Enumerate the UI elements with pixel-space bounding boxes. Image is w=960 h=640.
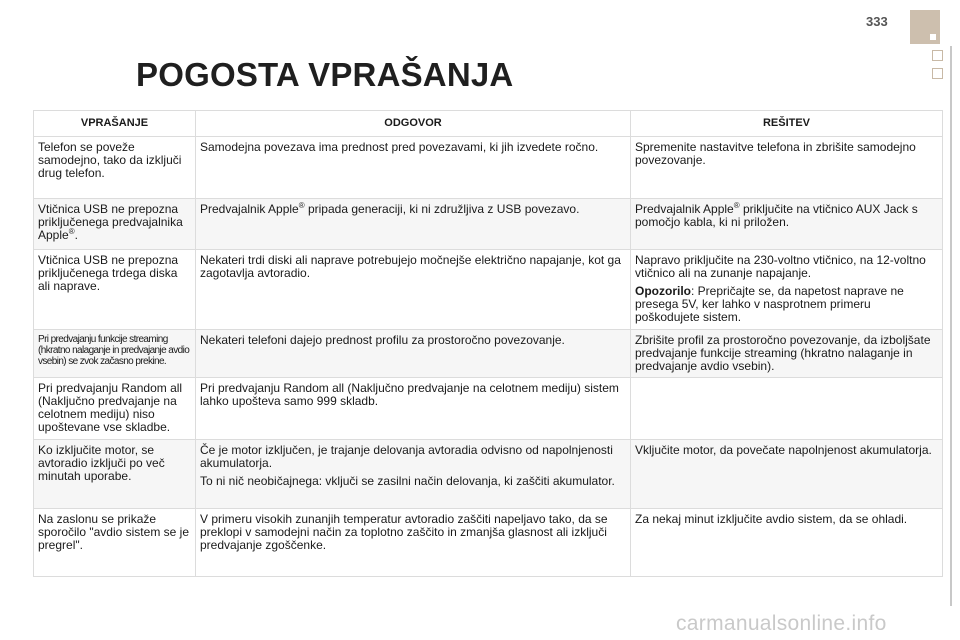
table-row (34, 250, 943, 330)
answer-cell: V primeru visokih zunanjih temperatur avtoradio zaščiti napeljavo tako, da se preklopi v samodejni način za toplotno zaščito in zmanjša glasnost ali izključi predvajanje zgoščenke. (196, 509, 631, 577)
solution-cell: Spremenite nastavitve telefona in zbrišite samodejno povezovanje. (631, 137, 943, 199)
table-row (34, 378, 943, 440)
question-text: Vtičnica USB ne prepozna priključenega predvajalnika Apple (38, 202, 183, 242)
chapter-tab (910, 10, 940, 44)
watermark: carmanualsonline.info (676, 612, 887, 635)
page-title: POGOSTA VPRAŠANJA (136, 56, 514, 93)
answer-cell (196, 440, 631, 509)
solution-text: priključite na vtičnico AUX Jack s pomočjo kabla, ki ni priložen. (635, 202, 918, 229)
solution-cell (631, 378, 943, 440)
table-row (34, 199, 943, 250)
question-cell: Na zaslonu se prikaže sporočilo "avdio sistem se je pregrel". (34, 509, 196, 577)
registered-mark: ® (68, 227, 75, 236)
solution-cell (631, 250, 943, 330)
question-cell: Telefon se poveže samodejno, tako da izključi drug telefon. (34, 137, 196, 199)
answer-cell: Nekateri trdi diski ali naprave potrebujejo močnejše električno napajanje, kot ga zagotavlja avtoradio. (196, 250, 631, 330)
answer-text: Predvajalnik Apple (200, 202, 299, 216)
faq-table (33, 110, 943, 577)
solution-text: Napravo priključite na 230-voltno vtičnico, na 12-voltno vtičnico ali na zunanje napajanje. (635, 253, 926, 280)
solution-text: Predvajalnik Apple (635, 202, 734, 216)
warning-note (635, 285, 938, 324)
table-row (34, 330, 943, 378)
registered-mark: ® (298, 201, 305, 210)
question-cell (34, 199, 196, 250)
column-header-question: VPRAŠANJE (34, 111, 196, 137)
answer-text: To ni nič neobičajnega: vključi se zasilni način delovanja, ki zaščiti akumulator. (200, 474, 615, 488)
tab-marker-icon (930, 34, 936, 40)
warning-text: : Prepričajte se, da napetost naprave ne presega 5V, ker lahko v nasprotnem primeru poškodujete sistem. (635, 284, 904, 324)
table-row (34, 509, 943, 577)
question-cell: Pri predvajanju funkcije streaming (hkratno nalaganje in predvajanje avdio vsebin) se zvok začasno prekine. (34, 330, 196, 378)
solution-cell: Zbrišite profil za prostoročno povezovanje, da izboljšate predvajanje funkcije streaming (hkratno nalaganje in predvajanje avdio vsebin). (631, 330, 943, 378)
registered-mark: ® (733, 201, 740, 210)
answer-cell (196, 199, 631, 250)
question-cell: Ko izključite motor, se avtoradio izključi po več minutah uporabe. (34, 440, 196, 509)
question-tail: . (74, 228, 78, 242)
warning-label: Opozorilo (635, 284, 691, 298)
square-marker-icon (932, 68, 943, 79)
answer-text: Če je motor izključen, je trajanje delovanja avtoradia odvisno od napolnjenosti akumulatorja. (200, 443, 613, 470)
answer-cell: Nekateri telefoni dajejo prednost profilu za prostoročno povezovanje. (196, 330, 631, 378)
table-header-row (34, 111, 943, 137)
question-cell: Vtičnica USB ne prepozna priključenega trdega diska ali naprave. (34, 250, 196, 330)
solution-cell: Za nekaj minut izključite avdio sistem, da se ohladi. (631, 509, 943, 577)
answer-cell: Pri predvajanju Random all (Naključno predvajanje na celotnem mediju) sistem lahko upošteva samo 999 skladb. (196, 378, 631, 440)
answer-text: pripada generaciji, ki ni združljiva z USB povezavo. (304, 202, 580, 216)
table-row (34, 137, 943, 199)
column-header-solution: REŠITEV (631, 111, 943, 137)
page-number: 333 (866, 14, 888, 29)
table-row (34, 440, 943, 509)
column-header-answer: ODGOVOR (196, 111, 631, 137)
question-cell: Pri predvajanju Random all (Naključno predvajanje na celotnem mediju) niso upoštevane vse skladbe. (34, 378, 196, 440)
solution-cell (631, 199, 943, 250)
answer-cell: Samodejna povezava ima prednost pred povezavami, ki jih izvedete ročno. (196, 137, 631, 199)
side-markers (932, 50, 943, 86)
square-marker-icon (932, 50, 943, 61)
page-edge-rule (950, 46, 952, 606)
solution-cell: Vključite motor, da povečate napolnjenost akumulatorja. (631, 440, 943, 509)
